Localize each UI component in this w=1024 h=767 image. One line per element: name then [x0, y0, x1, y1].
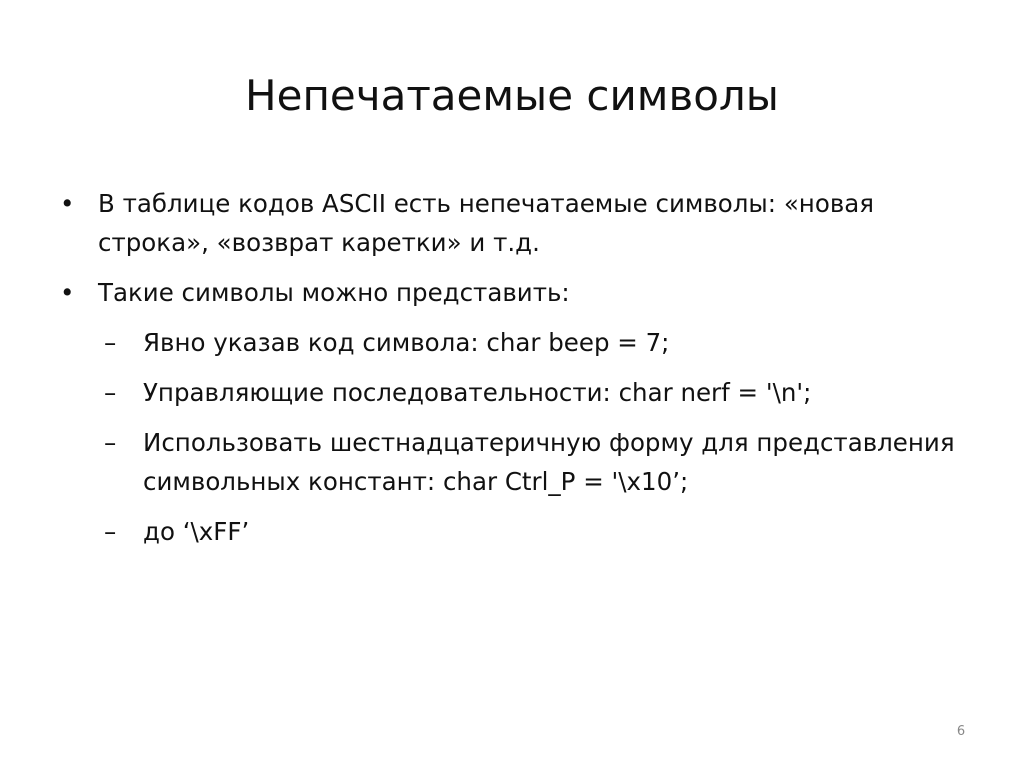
bullet-text: Такие символы можно представить:	[98, 278, 570, 307]
sub-bullet-text: до ‘\xFF’	[143, 517, 250, 546]
page-number: 6	[956, 724, 966, 739]
bullet-list	[60, 184, 980, 562]
bullet-marker: •	[60, 278, 75, 307]
sub-bullet-item	[60, 512, 980, 551]
dash-marker: –	[104, 378, 117, 407]
bullet-item	[60, 184, 980, 262]
sub-bullet-item	[60, 423, 980, 501]
sub-bullet-item	[60, 373, 980, 412]
bullet-item	[60, 273, 980, 312]
slide-title: Непечатаемые символы	[245, 71, 779, 120]
dash-marker: –	[104, 428, 117, 457]
sub-bullet-text: Явно указав код символа: char beep = 7;	[143, 328, 670, 357]
sub-bullet-text: Управляющие последовательности: char nerf = '\n';	[143, 378, 812, 407]
dash-marker: –	[104, 328, 117, 357]
bullet-text: В таблице кодов ASCII есть непечатаемые символы: «новая строка», «возврат каретки» и т.д.	[98, 189, 875, 257]
bullet-marker: •	[60, 189, 75, 218]
sub-bullet-item	[60, 323, 980, 362]
dash-marker: –	[104, 517, 117, 546]
sub-bullet-text: Использовать шестнадцатеричную форму для представления символьных констант: char Ctrl_P = '\x10’;	[143, 428, 955, 496]
